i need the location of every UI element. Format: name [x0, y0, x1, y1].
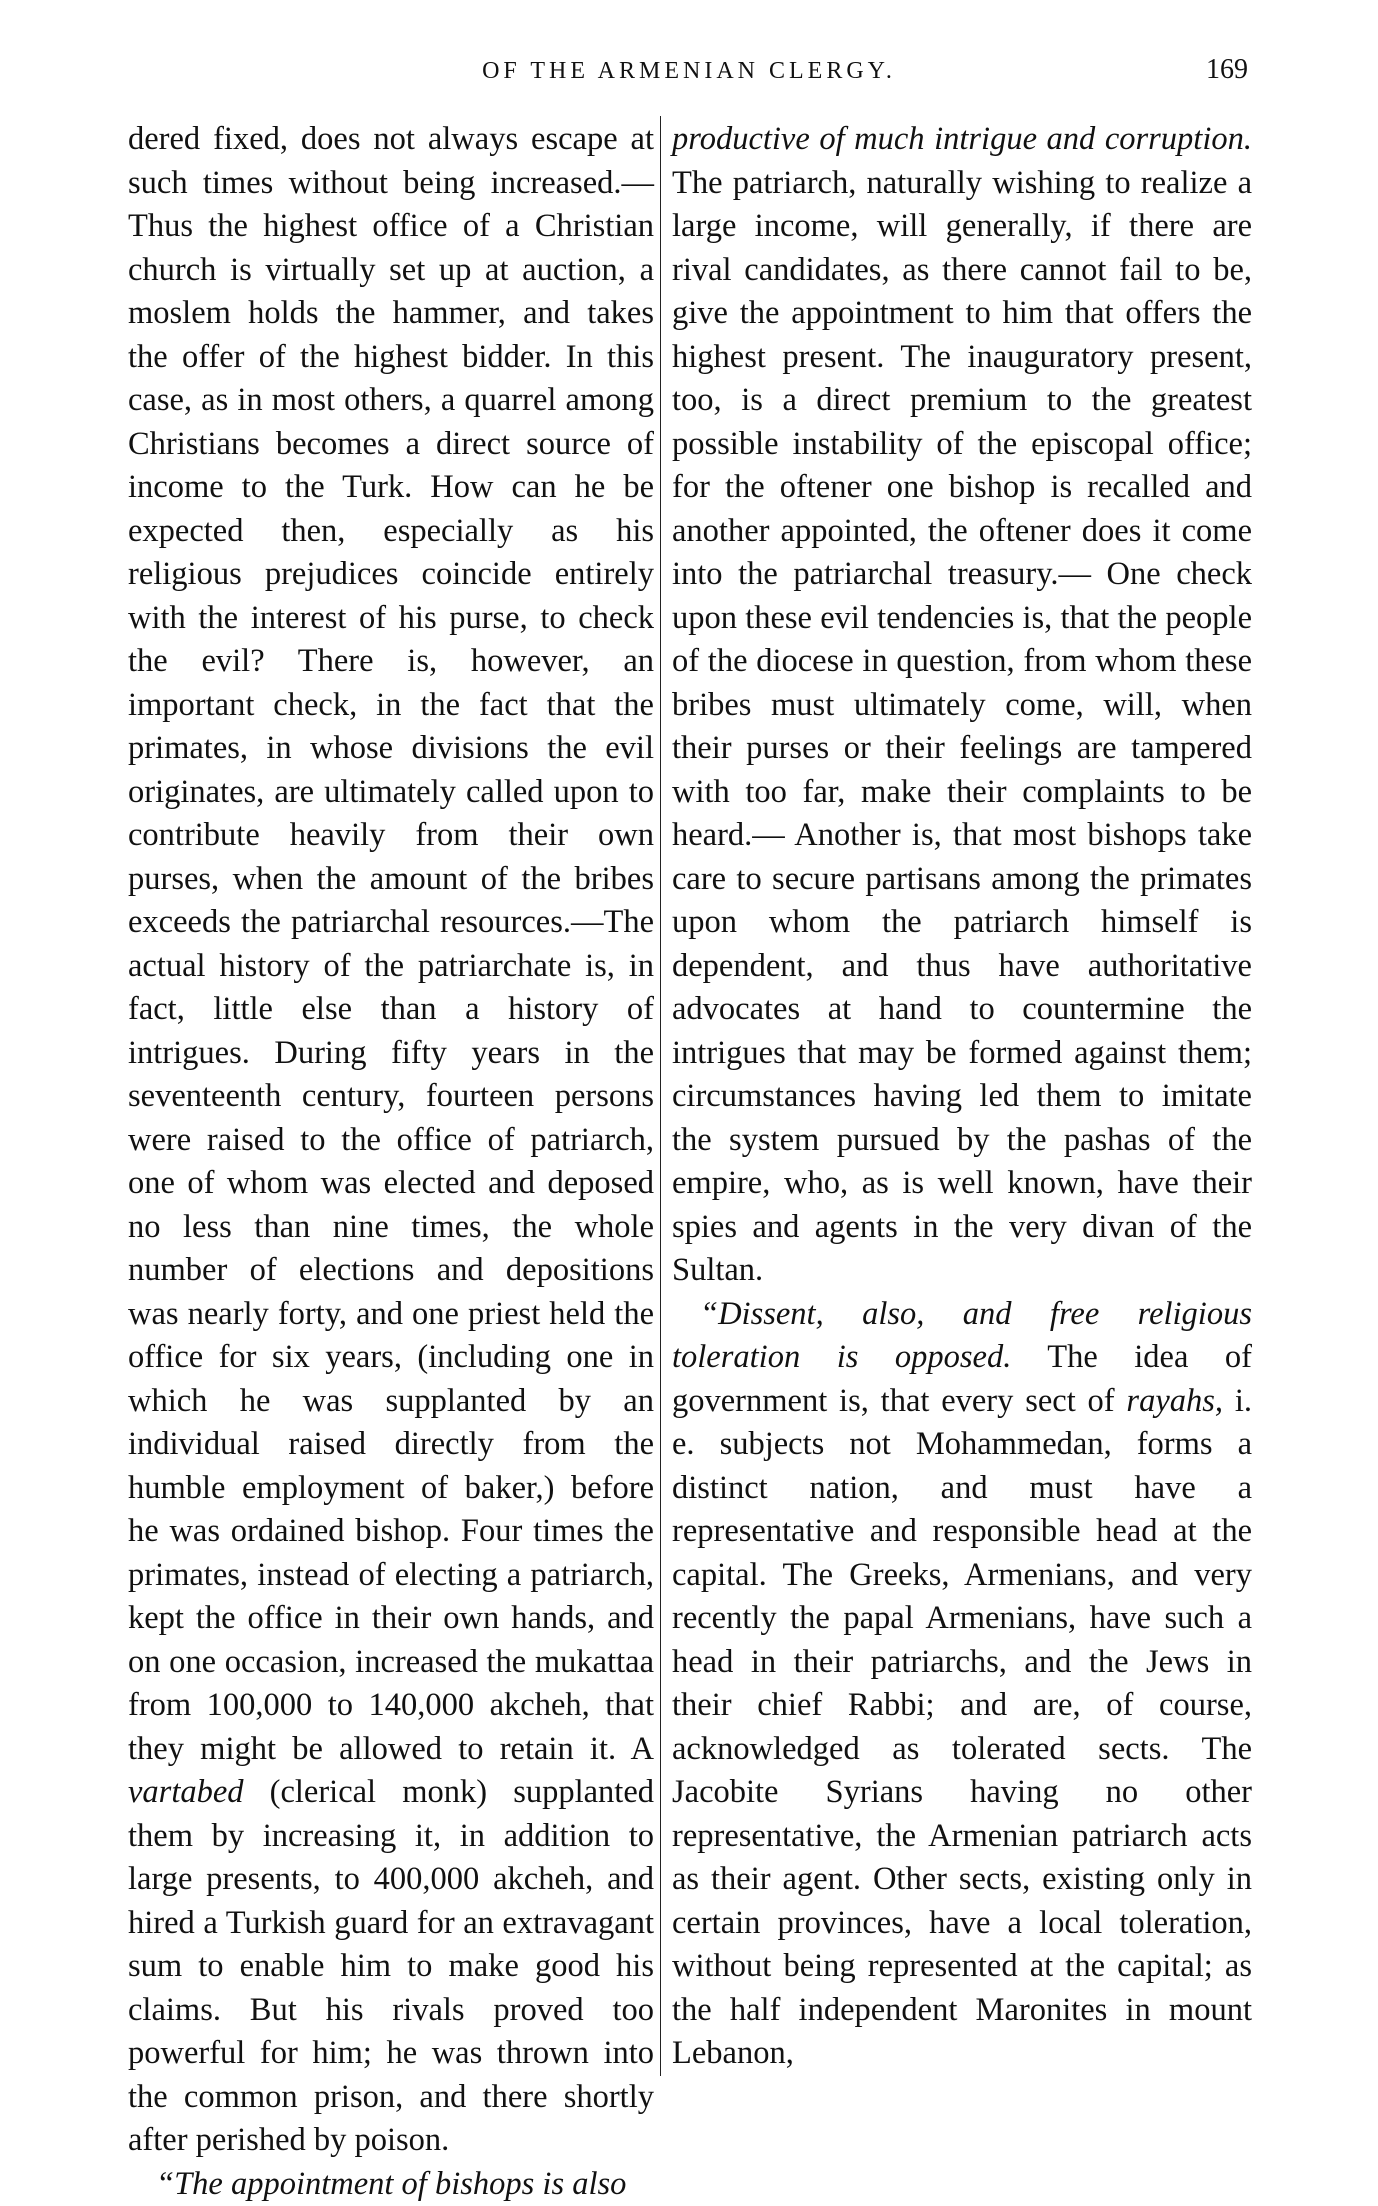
left-paragraph-1 [128, 118, 654, 2163]
right-paragraph-2-italic: “Dissent, also, and free religious toleration is opposed. [672, 1296, 1252, 1376]
left-paragraph-2 [128, 2163, 654, 2206]
right-paragraph-1 [672, 118, 1252, 1293]
left-column [128, 118, 654, 2206]
left-paragraph-1-italic: vartabed [128, 1774, 244, 1810]
right-paragraph-2-continued: i. e. subjects not Mohammedan, forms a distinct nation, and must have a representative and responsible head at the capital. The Greeks, Armenians, and very recently the papal Armenians, have such a head in their patriarchs, and the Jews in their chief Rabbi; and are, of course, acknowledged as tolerated sects. The Jacobite Syrians having no other representative, the Armenian patriarch acts as their agent. Other sects, existing only in certain provinces, have a local toleration, without being represented at the capital; as the half independent Maronites in mount Lebanon, [672, 1383, 1252, 2072]
right-paragraph-2-text: The idea of government is, that every sect of [672, 1339, 1252, 1419]
column-divider [660, 116, 661, 2076]
left-paragraph-2-italic: “The appointment of bishops is also [156, 2166, 626, 2202]
left-paragraph-1-text: dered fixed, does not always escape at such times without being increased.— Thus the highest office of a Christian church is virtually set up at auction, a moslem holds the hammer, and takes the offer of the highest bidder. In this case, as in most others, a quarrel among Christians becomes a direct source of income to the Turk. How can he be expected then, especially as his religious prejudices coincide entirely with the interest of his purse, to check the evil? There is, however, an important check, in the fact that the primates, in whose divisions the evil originates, are ultimately called upon to contribute heavily from their own purses, when the amount of the bribes exceeds the patriarchal resources.—The actual history of the patriarchate is, in fact, little else than a history of intrigues. During fifty years in the seventeenth century, fourteen persons were raised to the office of patriarch, one of whom was elected and deposed no less than nine times, the whole number of elections and depositions was nearly forty, and one priest held the office for six years, (including one in which he was supplanted by an individual raised directly from the humble employment of baker,) before he was ordained bishop. Four times the primates, instead of electing a patriarch, kept the office in their own hands, and on one occasion, increased the mukattaa from 100,000 to 140,000 akcheh, that they might be allowed to retain it. A [128, 121, 654, 1767]
page-number: 169 [1206, 54, 1248, 86]
right-paragraph-2-italic-rayahs: rayahs, [1126, 1383, 1223, 1419]
right-paragraph-1-italic: productive of much intrigue and corruption. [672, 121, 1252, 157]
right-paragraph-2 [672, 1293, 1252, 2076]
right-paragraph-1-text: The patriarch, naturally wishing to realize a large income, will generally, if there are rival candidates, as there cannot fail to be, give the appointment to him that offers the highest present. The inauguratory present, too, is a direct premium to the greatest possible instability of the episcopal office; for the oftener one bishop is recalled and another appointed, the oftener does it come into the patriarchal treasury.— One check upon these evil tendencies is, that the people of the diocese in question, from whom these bribes must ultimately come, will, when their purses or their feelings are tampered with too far, make their complaints to be heard.— Another is, that most bishops take care to secure partisans among the primates upon whom the patriarch himself is dependent, and thus have authoritative advocates at hand to countermine the intrigues that may be formed against them; circumstances having led them to imitate the system pursued by the pashas of the empire, who, as is well known, have their spies and agents in the very divan of the Sultan. [672, 165, 1252, 1289]
running-title: OF THE ARMENIAN CLERGY. [0, 58, 1378, 85]
running-head [0, 58, 1378, 98]
left-paragraph-1-continued: (clerical monk) supplanted them by increasing it, in addition to large presents, to 400,000 akcheh, and hired a Turkish guard for an extravagant sum to enable him to make good his claims. But his rivals proved too powerful for him; he was thrown into the common prison, and there shortly after perished by poison. [128, 1774, 654, 2158]
right-column [672, 118, 1252, 2076]
